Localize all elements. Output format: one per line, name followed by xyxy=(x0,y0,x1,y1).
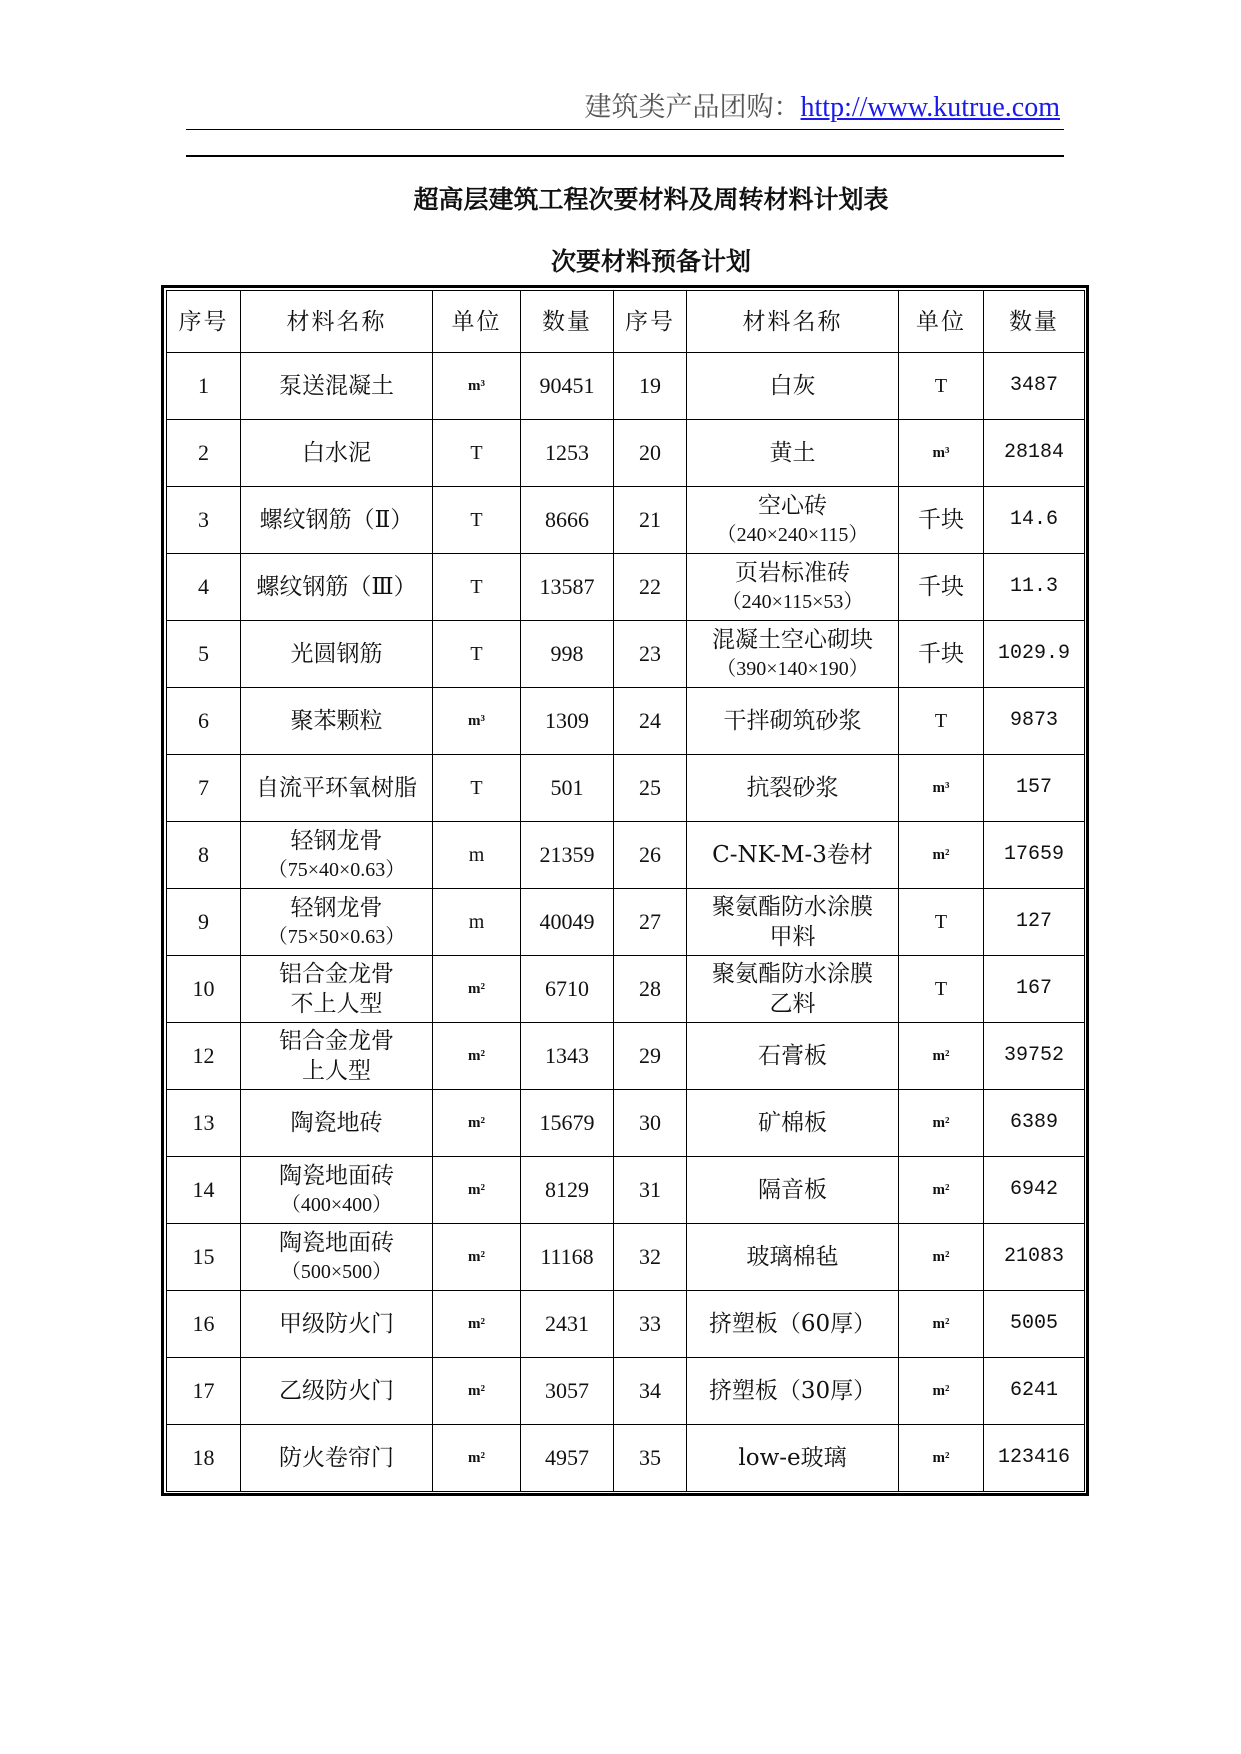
cell-name xyxy=(241,487,433,554)
cell-no: 4 xyxy=(167,554,241,621)
cell-qty: 9873 xyxy=(984,688,1085,755)
cell-name-line: 隔音板 xyxy=(758,1177,827,1203)
cell-unit: m² xyxy=(433,1425,521,1492)
cell-name-line: 干拌砌筑砂浆 xyxy=(723,708,862,734)
cell-unit: m² xyxy=(899,1425,984,1492)
table-row xyxy=(167,1358,1085,1425)
table-row xyxy=(167,1023,1085,1090)
cell-name-line: 玻璃棉毡 xyxy=(746,1244,839,1270)
cell-name-line: 聚氨酯防水涂膜 xyxy=(712,894,873,920)
cell-name xyxy=(241,1157,433,1224)
cell-name-line: 乙料 xyxy=(769,991,816,1017)
cell-qty: 998 xyxy=(521,621,614,688)
cell-unit: 千块 xyxy=(899,487,984,554)
cell-no: 16 xyxy=(167,1291,241,1358)
cell-qty: 14.6 xyxy=(984,487,1085,554)
cell-name-line: 防火卷帘门 xyxy=(279,1445,394,1471)
cell-name-line: 石膏板 xyxy=(758,1043,827,1069)
cell-qty: 157 xyxy=(984,755,1085,822)
cell-name-line: 聚苯颗粒 xyxy=(290,708,383,734)
cell-qty: 1253 xyxy=(521,420,614,487)
page-header xyxy=(585,90,1060,126)
cell-qty: 28184 xyxy=(984,420,1085,487)
cell-qty: 17659 xyxy=(984,822,1085,889)
cell-unit: T xyxy=(433,621,521,688)
cell-unit: m² xyxy=(433,1157,521,1224)
table-row xyxy=(167,1090,1085,1157)
cell-qty: 3057 xyxy=(521,1358,614,1425)
cell-name xyxy=(241,420,433,487)
cell-unit: m xyxy=(433,822,521,889)
cell-no: 6 xyxy=(167,688,241,755)
cell-unit: T xyxy=(899,956,984,1023)
cell-name-line: 挤塑板（60厚） xyxy=(708,1311,877,1337)
cell-unit: 千块 xyxy=(899,554,984,621)
cell-qty: 1343 xyxy=(521,1023,614,1090)
cell-no: 35 xyxy=(614,1425,687,1492)
cell-name xyxy=(687,956,899,1023)
cell-no: 28 xyxy=(614,956,687,1023)
cell-qty: 6241 xyxy=(984,1358,1085,1425)
cell-name-line: 螺纹钢筋（Ⅱ） xyxy=(259,507,414,533)
column-header: 单位 xyxy=(899,291,984,353)
cell-qty: 13587 xyxy=(521,554,614,621)
cell-no: 5 xyxy=(167,621,241,688)
cell-unit: m³ xyxy=(433,353,521,420)
header-rule-thin xyxy=(186,129,1064,130)
cell-name-spec: （500×500） xyxy=(280,1261,393,1283)
cell-unit: T xyxy=(899,353,984,420)
cell-name-line: low-e玻璃 xyxy=(738,1445,847,1471)
table-row xyxy=(167,353,1085,420)
cell-unit: T xyxy=(433,554,521,621)
table-row xyxy=(167,487,1085,554)
column-header: 材料名称 xyxy=(241,291,433,353)
cell-name xyxy=(241,755,433,822)
cell-no: 15 xyxy=(167,1224,241,1291)
cell-name-line: 泵送混凝土 xyxy=(279,373,394,399)
cell-name xyxy=(687,1224,899,1291)
cell-unit: m³ xyxy=(899,755,984,822)
cell-name-line: 陶瓷地面砖 xyxy=(279,1163,394,1189)
cell-no: 27 xyxy=(614,889,687,956)
cell-qty: 4957 xyxy=(521,1425,614,1492)
document-title: 超高层建筑工程次要材料及周转材料计划表 xyxy=(413,185,889,214)
cell-unit: T xyxy=(433,755,521,822)
cell-qty: 11168 xyxy=(521,1224,614,1291)
cell-name-spec: （240×240×115） xyxy=(716,524,869,546)
cell-no: 17 xyxy=(167,1358,241,1425)
cell-no: 14 xyxy=(167,1157,241,1224)
column-header: 序号 xyxy=(167,291,241,353)
cell-name xyxy=(687,1157,899,1224)
cell-unit: m³ xyxy=(433,688,521,755)
cell-unit: m² xyxy=(433,1224,521,1291)
cell-qty: 1309 xyxy=(521,688,614,755)
cell-name-spec: （75×50×0.63） xyxy=(267,926,406,948)
cell-name-line: 白水泥 xyxy=(302,440,371,466)
cell-qty: 501 xyxy=(521,755,614,822)
cell-name-spec: （75×40×0.63） xyxy=(267,859,406,881)
cell-no: 1 xyxy=(167,353,241,420)
cell-name xyxy=(241,1023,433,1090)
cell-name xyxy=(241,353,433,420)
cell-name-line: 轻钢龙骨 xyxy=(290,828,383,854)
cell-name xyxy=(687,554,899,621)
cell-name-line: 矿棉板 xyxy=(758,1110,827,1136)
cell-name xyxy=(687,889,899,956)
column-header: 数量 xyxy=(521,291,614,353)
cell-name-line: 不上人型 xyxy=(290,991,383,1017)
cell-qty: 40049 xyxy=(521,889,614,956)
cell-name xyxy=(687,755,899,822)
column-header: 单位 xyxy=(433,291,521,353)
cell-no: 29 xyxy=(614,1023,687,1090)
cell-no: 12 xyxy=(167,1023,241,1090)
cell-name-line: 聚氨酯防水涂膜 xyxy=(712,961,873,987)
cell-qty: 90451 xyxy=(521,353,614,420)
cell-qty: 21083 xyxy=(984,1224,1085,1291)
cell-unit: m² xyxy=(433,1358,521,1425)
table-row xyxy=(167,554,1085,621)
cell-name xyxy=(687,1023,899,1090)
table-row xyxy=(167,755,1085,822)
table-row xyxy=(167,621,1085,688)
table-row xyxy=(167,688,1085,755)
cell-qty: 2431 xyxy=(521,1291,614,1358)
cell-name xyxy=(687,1291,899,1358)
cell-name xyxy=(241,889,433,956)
cell-name-line: 黄土 xyxy=(769,440,816,466)
cell-name-line: 甲料 xyxy=(769,924,816,950)
cell-qty: 1029.9 xyxy=(984,621,1085,688)
cell-unit: m² xyxy=(433,956,521,1023)
cell-unit: T xyxy=(899,889,984,956)
cell-unit: 千块 xyxy=(899,621,984,688)
cell-qty: 6389 xyxy=(984,1090,1085,1157)
cell-name xyxy=(687,420,899,487)
cell-unit: T xyxy=(899,688,984,755)
cell-qty: 3487 xyxy=(984,353,1085,420)
table-row xyxy=(167,420,1085,487)
cell-qty: 8129 xyxy=(521,1157,614,1224)
cell-qty: 15679 xyxy=(521,1090,614,1157)
cell-name xyxy=(241,1090,433,1157)
cell-no: 3 xyxy=(167,487,241,554)
cell-name xyxy=(241,1358,433,1425)
table-row xyxy=(167,1425,1085,1492)
cell-unit: m² xyxy=(433,1090,521,1157)
document-subtitle: 次要材料预备计划 xyxy=(550,247,751,276)
cell-no: 21 xyxy=(614,487,687,554)
cell-unit: m² xyxy=(899,1291,984,1358)
cell-name-spec: （400×400） xyxy=(280,1194,393,1216)
cell-qty: 6710 xyxy=(521,956,614,1023)
table-row xyxy=(167,889,1085,956)
cell-name xyxy=(241,822,433,889)
cell-qty: 6942 xyxy=(984,1157,1085,1224)
cell-qty: 11.3 xyxy=(984,554,1085,621)
cell-no: 33 xyxy=(614,1291,687,1358)
cell-name-line: 上人型 xyxy=(302,1058,371,1084)
table-header-row xyxy=(167,291,1085,353)
cell-name-line: 自流平环氧树脂 xyxy=(256,775,417,801)
cell-no: 24 xyxy=(614,688,687,755)
materials-table xyxy=(166,290,1085,1492)
cell-name-line: 乙级防火门 xyxy=(279,1378,394,1404)
cell-qty: 123416 xyxy=(984,1425,1085,1492)
table-row xyxy=(167,956,1085,1023)
cell-name xyxy=(687,688,899,755)
cell-no: 10 xyxy=(167,956,241,1023)
cell-no: 26 xyxy=(614,822,687,889)
cell-qty: 127 xyxy=(984,889,1085,956)
cell-name-line: 螺纹钢筋（Ⅲ） xyxy=(256,574,417,600)
cell-name-line: 空心砖 xyxy=(758,493,827,519)
cell-unit: m² xyxy=(899,822,984,889)
cell-no: 34 xyxy=(614,1358,687,1425)
table-row xyxy=(167,1224,1085,1291)
column-header: 序号 xyxy=(614,291,687,353)
cell-name-spec: （240×115×53） xyxy=(721,591,864,613)
cell-name-line: C-NK-M-3卷材 xyxy=(712,842,873,868)
cell-no: 30 xyxy=(614,1090,687,1157)
cell-name xyxy=(241,554,433,621)
cell-unit: T xyxy=(433,487,521,554)
materials-table-frame xyxy=(161,285,1089,1496)
cell-no: 9 xyxy=(167,889,241,956)
cell-name-line: 白灰 xyxy=(769,373,816,399)
cell-name xyxy=(241,1224,433,1291)
cell-qty: 5005 xyxy=(984,1291,1085,1358)
cell-name xyxy=(241,688,433,755)
cell-no: 22 xyxy=(614,554,687,621)
cell-qty: 39752 xyxy=(984,1023,1085,1090)
cell-no: 2 xyxy=(167,420,241,487)
cell-name xyxy=(687,353,899,420)
cell-name xyxy=(687,1090,899,1157)
cell-name-line: 铝合金龙骨 xyxy=(279,961,394,987)
table-row xyxy=(167,822,1085,889)
cell-name xyxy=(241,1291,433,1358)
cell-no: 19 xyxy=(614,353,687,420)
cell-qty: 21359 xyxy=(521,822,614,889)
cell-name-line: 陶瓷地砖 xyxy=(290,1110,383,1136)
cell-name-line: 轻钢龙骨 xyxy=(290,895,383,921)
cell-name-line: 抗裂砂浆 xyxy=(746,775,839,801)
cell-no: 13 xyxy=(167,1090,241,1157)
cell-name-line: 陶瓷地面砖 xyxy=(279,1230,394,1256)
cell-name xyxy=(241,956,433,1023)
cell-unit: m² xyxy=(899,1157,984,1224)
cell-unit: m xyxy=(433,889,521,956)
cell-name xyxy=(687,487,899,554)
cell-no: 18 xyxy=(167,1425,241,1492)
cell-name-line: 光圆钢筋 xyxy=(290,641,383,667)
cell-no: 23 xyxy=(614,621,687,688)
cell-no: 8 xyxy=(167,822,241,889)
cell-unit: T xyxy=(433,420,521,487)
table-row xyxy=(167,1157,1085,1224)
cell-name-line: 甲级防火门 xyxy=(279,1311,394,1337)
cell-name-line: 挤塑板（30厚） xyxy=(708,1378,877,1404)
header-label: 建筑类产品团购： xyxy=(584,92,801,123)
cell-unit: m² xyxy=(433,1291,521,1358)
header-link[interactable]: http://www.kutrue.com xyxy=(800,92,1060,123)
cell-unit: m² xyxy=(899,1023,984,1090)
cell-unit: m² xyxy=(899,1358,984,1425)
cell-unit: m² xyxy=(899,1224,984,1291)
cell-name xyxy=(687,1425,899,1492)
cell-name xyxy=(241,621,433,688)
cell-name-line: 混凝土空心砌块 xyxy=(712,627,873,653)
cell-name xyxy=(687,621,899,688)
table-row xyxy=(167,1291,1085,1358)
header-rule-thick xyxy=(186,155,1064,157)
cell-unit: m² xyxy=(899,1090,984,1157)
cell-qty: 167 xyxy=(984,956,1085,1023)
cell-no: 20 xyxy=(614,420,687,487)
cell-unit: m² xyxy=(433,1023,521,1090)
cell-no: 7 xyxy=(167,755,241,822)
column-header: 数量 xyxy=(984,291,1085,353)
cell-no: 32 xyxy=(614,1224,687,1291)
cell-name-line: 页岩标准砖 xyxy=(735,560,850,586)
cell-name-spec: （390×140×190） xyxy=(716,658,869,680)
cell-no: 31 xyxy=(614,1157,687,1224)
cell-name xyxy=(687,1358,899,1425)
cell-no: 25 xyxy=(614,755,687,822)
column-header: 材料名称 xyxy=(687,291,899,353)
cell-qty: 8666 xyxy=(521,487,614,554)
cell-name xyxy=(241,1425,433,1492)
cell-name-line: 铝合金龙骨 xyxy=(279,1028,394,1054)
cell-name xyxy=(687,822,899,889)
cell-unit: m³ xyxy=(899,420,984,487)
